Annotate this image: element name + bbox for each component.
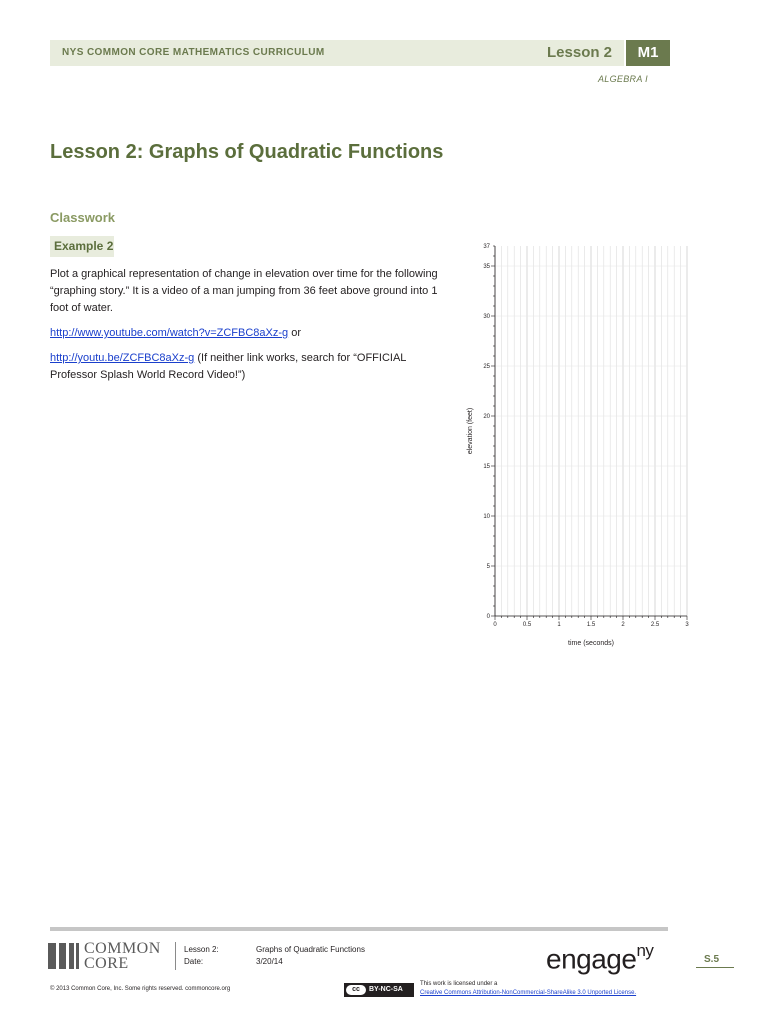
y-tick-label: 20 bbox=[483, 414, 490, 420]
cc-badge-label: BY-NC-SA bbox=[369, 986, 403, 993]
y-tick-label: 25 bbox=[483, 364, 490, 370]
y-tick-label: 15 bbox=[483, 464, 490, 470]
page-title: Lesson 2: Graphs of Quadratic Functions bbox=[50, 141, 444, 163]
link-2-suffix: (If neither link works, search for “OFFICIAL Professor Splash World Record Video!”) bbox=[50, 352, 406, 381]
common-core-logo-icon bbox=[48, 943, 80, 969]
cc-license-badge[interactable] bbox=[344, 983, 414, 997]
brand-text: engage bbox=[546, 943, 637, 975]
footer-date-label: Date: bbox=[184, 957, 204, 966]
lesson-label: Lesson 2 bbox=[547, 44, 613, 61]
copyright-text: © 2013 Common Core, Inc. Some rights reserved. commoncore.org bbox=[50, 986, 231, 992]
footer-date: 3/20/14 bbox=[256, 957, 283, 966]
x-tick-label: 0.5 bbox=[522, 622, 532, 628]
chart-grid bbox=[495, 246, 687, 616]
example-text bbox=[50, 266, 450, 384]
license-link[interactable]: Creative Commons Attribution-NonCommercial-ShareAlike 3.0 Unported License. bbox=[420, 990, 637, 996]
footer-lesson-label: Lesson 2: bbox=[184, 945, 219, 954]
page-number: S.5 bbox=[704, 954, 720, 965]
y-tick-label: 10 bbox=[483, 514, 490, 520]
x-tick-label: 3 bbox=[685, 622, 689, 628]
page-number-underline bbox=[696, 967, 734, 968]
elevation-time-chart bbox=[452, 236, 704, 656]
link-line-1 bbox=[50, 325, 450, 342]
x-tick-label: 2 bbox=[621, 622, 625, 628]
y-tick-label: 30 bbox=[483, 314, 490, 320]
engageny-logo bbox=[546, 943, 653, 975]
x-tick-label: 0 bbox=[493, 622, 497, 628]
link-line-2 bbox=[50, 350, 450, 384]
license-text: This work is licensed under a bbox=[420, 981, 498, 987]
y-tick-label: 0 bbox=[486, 614, 490, 620]
brand-sup: ny bbox=[636, 941, 654, 960]
footer-lesson-title: Graphs of Quadratic Functions bbox=[256, 945, 365, 954]
x-axis-label: time (seconds) bbox=[568, 640, 614, 647]
y-tick-label: 5 bbox=[486, 564, 490, 570]
logo-text-core: CORE bbox=[84, 955, 129, 972]
example-label: Example 2 bbox=[54, 239, 114, 253]
y-tick-label: 37 bbox=[483, 244, 490, 250]
curriculum-label: NYS COMMON CORE MATHEMATICS CURRICULUM bbox=[62, 47, 325, 58]
section-heading: Classwork bbox=[50, 210, 116, 225]
x-tick-label: 2.5 bbox=[650, 622, 660, 628]
footer-divider bbox=[175, 942, 176, 970]
y-tick-label: 35 bbox=[483, 264, 490, 270]
link-1-suffix: or bbox=[288, 327, 301, 339]
x-tick-label: 1 bbox=[557, 622, 561, 628]
y-axis-label: elevation (feet) bbox=[467, 407, 474, 455]
youtu-be-link[interactable]: http://youtu.be/ZCFBC8aXz-g bbox=[50, 352, 195, 364]
logo-text-common: COMMON bbox=[84, 940, 161, 957]
footer-rule bbox=[50, 927, 668, 931]
intro-paragraph: Plot a graphical representation of change in elevation over time for the following “graphing story.” It is a video of a man jumping from 36 feet above ground into 1 foot of water. bbox=[50, 268, 438, 314]
cc-icon: cc bbox=[346, 985, 366, 995]
module-badge: M1 bbox=[626, 40, 670, 66]
course-label: ALGEBRA I bbox=[598, 74, 648, 84]
x-tick-label: 1.5 bbox=[586, 622, 596, 628]
youtube-link[interactable]: http://www.youtube.com/watch?v=ZCFBC8aXz-g bbox=[50, 327, 289, 339]
